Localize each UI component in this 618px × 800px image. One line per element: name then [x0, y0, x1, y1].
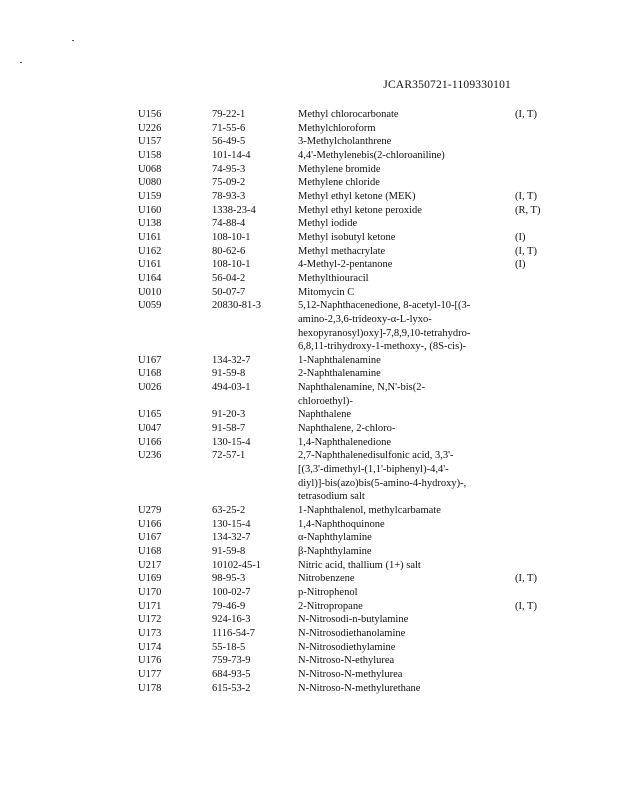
table-row — [0, 286, 618, 300]
substance-name-line: diyl)]-bis(azo)bis(5-amino-4-hydroxy)-, — [298, 477, 467, 489]
substance-name — [298, 354, 508, 368]
substance-name-line: Methyl ethyl ketone peroxide — [298, 204, 422, 216]
cas-number: 1338-23-4 — [212, 204, 256, 216]
cas-number: 71-55-6 — [212, 122, 246, 134]
substance-name — [298, 504, 508, 518]
cas-number: 684-93-5 — [212, 668, 251, 680]
waste-code: U279 — [138, 505, 162, 517]
table-row — [0, 245, 618, 259]
cas-number: 98-95-3 — [212, 573, 246, 585]
waste-code: U166 — [138, 518, 162, 530]
substance-name — [298, 518, 508, 532]
hazardous-waste-table — [0, 108, 618, 695]
waste-code: U178 — [138, 682, 162, 694]
table-row — [0, 449, 618, 504]
waste-code: U172 — [138, 614, 162, 626]
substance-name — [298, 122, 508, 136]
cas-number: 101-14-4 — [212, 149, 251, 161]
waste-code: U059 — [138, 300, 162, 312]
waste-code: U168 — [138, 368, 162, 380]
substance-name — [298, 258, 508, 272]
substance-name — [298, 163, 508, 177]
substance-name-line: amino-2,3,6-trideoxy-α-L-lyxo- — [298, 313, 432, 325]
substance-name-line: 6,8,11-trihydroxy-1-methoxy-, (8S-cis)- — [298, 341, 467, 353]
cas-number: 91-59-8 — [212, 546, 246, 557]
substance-name-line: tetrasodium salt — [298, 491, 365, 503]
hazard-code: (I) — [515, 231, 526, 243]
waste-code: U167 — [138, 532, 162, 544]
substance-name-line: N-Nitrosodiethylamine — [298, 641, 396, 653]
substance-name — [298, 204, 508, 218]
table-row — [0, 600, 618, 614]
substance-name — [298, 299, 508, 354]
hazard-code: (I) — [515, 259, 526, 271]
substance-name-line: 2-Nitropropane — [298, 600, 363, 612]
cas-number: 63-25-2 — [212, 505, 246, 517]
waste-code: U080 — [138, 177, 162, 189]
waste-code: U158 — [138, 149, 162, 161]
hazard-code: (I, T) — [515, 245, 537, 257]
waste-code: U176 — [138, 655, 162, 667]
table-row — [0, 163, 618, 177]
substance-name — [298, 422, 508, 436]
table-row — [0, 122, 618, 136]
substance-name-line: hexopyranosyl)oxy]-7,8,9,10-tetrahydro- — [298, 327, 471, 339]
substance-name-line: Naphthalenamine, N,N'-bis(2- — [298, 382, 425, 394]
substance-name — [298, 627, 508, 641]
substance-name — [298, 572, 508, 586]
hazard-code: (I, T) — [515, 573, 537, 585]
table-row — [0, 176, 618, 190]
substance-name-line: N-Nitrosodiethanolamine — [298, 627, 406, 639]
cas-number: 130-15-4 — [212, 436, 251, 448]
waste-code: U162 — [138, 245, 162, 257]
substance-name-line: Mitomycin C — [298, 286, 355, 298]
cas-number: 134-32-7 — [212, 354, 251, 366]
substance-name-line: β-Naphthylamine — [298, 546, 372, 557]
substance-name — [298, 641, 508, 655]
substance-name — [298, 108, 508, 122]
hazard-code: (I, T) — [515, 600, 537, 612]
cas-number: 1116-54-7 — [212, 627, 255, 639]
substance-name — [298, 408, 508, 422]
waste-code: U156 — [138, 109, 162, 120]
substance-name — [298, 436, 508, 450]
substance-name-line: Methyl ethyl ketone (MEK) — [298, 190, 416, 202]
substance-name — [298, 600, 508, 614]
waste-code: U047 — [138, 423, 162, 435]
substance-name-line: Nitric acid, thallium (1+) salt — [298, 559, 421, 571]
substance-name-line: Naphthalene — [298, 409, 352, 421]
table-row — [0, 531, 618, 545]
waste-code: U010 — [138, 286, 162, 298]
table-row — [0, 190, 618, 204]
substance-name — [298, 545, 508, 559]
substance-name-line: 1-Naphthalenol, methylcarbamate — [298, 505, 441, 517]
table-row — [0, 641, 618, 655]
substance-name — [298, 654, 508, 668]
substance-name-line: 2-Naphthalenamine — [298, 368, 381, 380]
substance-name-line: Methyl chlorocarbonate — [298, 109, 399, 120]
cas-number: 50-07-7 — [212, 286, 246, 298]
substance-name — [298, 217, 508, 231]
table-row — [0, 258, 618, 272]
substance-name-line: α-Naphthylamine — [298, 532, 372, 544]
waste-code: U157 — [138, 136, 162, 148]
substance-name — [298, 668, 508, 682]
substance-name — [298, 682, 508, 696]
substance-name — [298, 586, 508, 600]
cas-number: 91-58-7 — [212, 423, 246, 435]
table-row — [0, 108, 618, 122]
waste-code: U026 — [138, 382, 162, 394]
substance-name-line: 1,4-Naphthalenedione — [298, 436, 392, 448]
substance-name-line: Methyl iodide — [298, 218, 358, 230]
table-row — [0, 422, 618, 436]
cas-number: 79-22-1 — [212, 109, 246, 120]
substance-name-line: 4,4'-Methylenebis(2-chloroaniline) — [298, 149, 445, 161]
table-row — [0, 381, 618, 408]
cas-number: 10102-45-1 — [212, 559, 261, 571]
substance-name-line: Methylene chloride — [298, 177, 380, 189]
substance-name — [298, 449, 508, 504]
table-row — [0, 231, 618, 245]
waste-code: U138 — [138, 218, 162, 230]
table-row — [0, 668, 618, 682]
cas-number: 108-10-1 — [212, 259, 251, 271]
cas-number: 80-62-6 — [212, 245, 246, 257]
hazard-code: (R, T) — [515, 204, 541, 216]
scan-speck — [72, 40, 74, 41]
substance-name-line: N-Nitroso-N-methylurea — [298, 668, 403, 680]
substance-name-line: 3-Methylcholanthrene — [298, 136, 392, 148]
substance-name-line: Methylthiouracil — [298, 272, 369, 284]
table-row — [0, 559, 618, 573]
substance-name — [298, 367, 508, 381]
table-row — [0, 204, 618, 218]
substance-name-line: N-Nitroso-N-methylurethane — [298, 682, 421, 694]
substance-name — [298, 531, 508, 545]
substance-name-line: Naphthalene, 2-chloro- — [298, 423, 396, 435]
substance-name-line: 4-Methyl-2-pentanone — [298, 259, 393, 271]
substance-name — [298, 190, 508, 204]
scan-speck — [20, 62, 22, 63]
waste-code: U164 — [138, 272, 162, 284]
cas-number: 56-49-5 — [212, 136, 246, 148]
table-row — [0, 518, 618, 532]
document-id-header: JCAR350721-1109330101 — [383, 79, 511, 91]
substance-name-line: Methyl isobutyl ketone — [298, 231, 396, 243]
waste-code: U169 — [138, 573, 162, 585]
substance-name-line: chloroethyl)- — [298, 395, 353, 407]
waste-code: U159 — [138, 190, 162, 202]
substance-name-line: N-Nitroso-N-ethylurea — [298, 655, 395, 667]
cas-number: 72-57-1 — [212, 450, 246, 462]
cas-number: 100-02-7 — [212, 586, 251, 598]
substance-name-line: N-Nitrosodi-n-butylamine — [298, 614, 409, 626]
waste-code: U167 — [138, 354, 162, 366]
table-row — [0, 586, 618, 600]
waste-code: U166 — [138, 436, 162, 448]
table-row — [0, 504, 618, 518]
table-row — [0, 367, 618, 381]
table-row — [0, 135, 618, 149]
table-row — [0, 682, 618, 696]
cas-number: 75-09-2 — [212, 177, 246, 189]
substance-name — [298, 231, 508, 245]
substance-name — [298, 272, 508, 286]
substance-name-line: 1,4-Naphthoquinone — [298, 518, 385, 530]
substance-name-line: 5,12-Naphthacenedione, 8-acetyl-10-[(3- — [298, 300, 471, 312]
table-row — [0, 408, 618, 422]
table-row — [0, 354, 618, 368]
waste-code: U236 — [138, 450, 162, 462]
cas-number: 55-18-5 — [212, 641, 246, 653]
table-row — [0, 149, 618, 163]
substance-name — [298, 613, 508, 627]
waste-code: U170 — [138, 586, 162, 598]
hazard-code: (I, T) — [515, 190, 537, 202]
substance-name — [298, 176, 508, 190]
table-row — [0, 572, 618, 586]
substance-name-line: p-Nitrophenol — [298, 586, 358, 598]
table-row — [0, 545, 618, 559]
substance-name-line: Methylchloroform — [298, 122, 376, 134]
substance-name — [298, 245, 508, 259]
cas-number: 91-59-8 — [212, 368, 246, 380]
waste-code: U161 — [138, 231, 162, 243]
substance-name — [298, 559, 508, 573]
table-row — [0, 627, 618, 641]
cas-number: 108-10-1 — [212, 231, 251, 243]
cas-number: 56-04-2 — [212, 272, 246, 284]
cas-number: 74-95-3 — [212, 163, 246, 175]
substance-name-line: 1-Naphthalenamine — [298, 354, 381, 366]
cas-number: 924-16-3 — [212, 614, 251, 626]
cas-number: 74-88-4 — [212, 218, 246, 230]
substance-name — [298, 149, 508, 163]
table-row — [0, 299, 618, 354]
substance-name — [298, 381, 508, 408]
waste-code: U161 — [138, 259, 162, 271]
table-row — [0, 436, 618, 450]
cas-number: 20830-81-3 — [212, 300, 261, 312]
waste-code: U168 — [138, 546, 162, 557]
waste-code: U068 — [138, 163, 162, 175]
substance-name-line: [(3,3'-dimethyl-(1,1'-biphenyl)-4,4'- — [298, 464, 449, 476]
cas-number: 494-03-1 — [212, 382, 251, 394]
waste-code: U174 — [138, 641, 162, 653]
cas-number: 78-93-3 — [212, 190, 246, 202]
waste-code: U171 — [138, 600, 162, 612]
cas-number: 759-73-9 — [212, 655, 251, 667]
cas-number: 79-46-9 — [212, 600, 246, 612]
cas-number: 91-20-3 — [212, 409, 246, 421]
waste-code: U226 — [138, 122, 162, 134]
substance-name — [298, 286, 508, 300]
waste-code: U165 — [138, 409, 162, 421]
waste-code: U217 — [138, 559, 162, 571]
substance-name-line: Methylene bromide — [298, 163, 381, 175]
substance-name — [298, 135, 508, 149]
hazard-code: (I, T) — [515, 109, 537, 120]
waste-code: U177 — [138, 668, 162, 680]
substance-name-line: 2,7-Naphthalenedisulfonic acid, 3,3'- — [298, 450, 454, 462]
substance-name-line: Methyl methacrylate — [298, 245, 386, 257]
table-row — [0, 613, 618, 627]
substance-name-line: Nitrobenzene — [298, 573, 355, 585]
table-row — [0, 272, 618, 286]
table-row — [0, 654, 618, 668]
waste-code: U160 — [138, 204, 162, 216]
cas-number: 615-53-2 — [212, 682, 251, 694]
waste-code: U173 — [138, 627, 162, 639]
cas-number: 130-15-4 — [212, 518, 251, 530]
table-row — [0, 217, 618, 231]
cas-number: 134-32-7 — [212, 532, 251, 544]
